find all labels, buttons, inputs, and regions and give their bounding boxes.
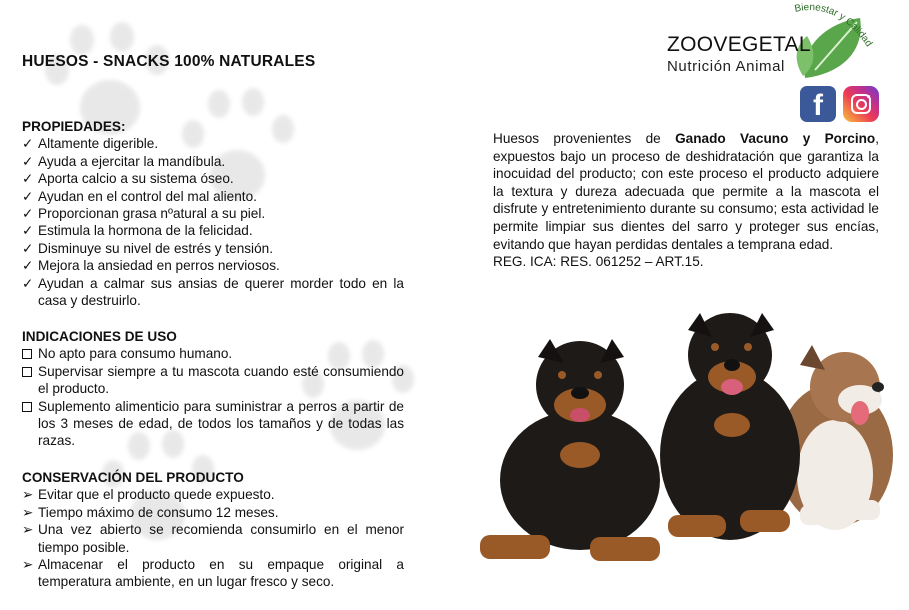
brand-subtitle: Nutrición Animal xyxy=(667,58,785,75)
usage-heading: INDICACIONES DE USO xyxy=(22,329,177,344)
check-icon: ✓ xyxy=(22,136,34,152)
highlight-text: Ganado Vacuno y Porcino xyxy=(675,131,876,146)
check-icon: ✓ xyxy=(22,171,34,187)
arrow-bullet-icon: ➢ xyxy=(22,522,34,538)
list-item: ➢ Una vez abierto se recomienda consumirlo en el menor tiempo posible. xyxy=(22,522,404,555)
product-description: Huesos provenientes de Ganado Vacuno y Porcino, expuestos bajo un proceso de deshidratación que garantiza la inocuidad del producto; con este proceso el producto adquiere la textura y dureza adecuada que permite a la mascota el disfrute y entretenimiento durante su consumo; esta actividad le permite limpiar sus dientes del sarro y proteger sus encías, evitando que hayan perdidas dentales a temprana edad. REG. ICA: RES. 061252 – ART.15. xyxy=(493,131,879,270)
list-item: ➢ Almacenar el producto en su empaque original a temperatura ambiente, en un lugar fresco y seco. xyxy=(22,557,404,590)
checkbox-icon xyxy=(22,363,36,381)
brand-name: ZOOVEGETAL xyxy=(667,33,811,56)
svg-text:Bienestar y Calidad: Bienestar y Calidad xyxy=(793,2,875,49)
list-item: ✓ Disminuye su nivel de estrés y tensión. xyxy=(22,240,273,256)
page-title: HUESOS - SNACKS 100% NATURALES xyxy=(22,53,316,70)
usage-section xyxy=(22,328,404,450)
properties-heading: PROPIEDADES: xyxy=(22,119,126,134)
list-item: ✓ Aporta calcio a su sistema óseo. xyxy=(22,171,234,187)
properties-section xyxy=(22,118,404,309)
check-icon: ✓ xyxy=(22,275,34,291)
check-icon: ✓ xyxy=(22,240,34,256)
arrow-bullet-icon: ➢ xyxy=(22,487,34,503)
storage-heading: CONSERVACIÓN DEL PRODUCTO xyxy=(22,470,244,485)
list-item: ➢ Tiempo máximo de consumo 12 meses. xyxy=(22,504,279,520)
facebook-icon[interactable]: f xyxy=(800,86,836,122)
arrow-bullet-icon: ➢ xyxy=(22,504,34,520)
list-item: ✓ Mejora la ansiedad en perros nerviosos. xyxy=(22,258,280,274)
list-item: ✓ Altamente digerible. xyxy=(22,136,159,152)
list-item: ➢ Evitar que el producto quede expuesto. xyxy=(22,487,275,503)
instagram-icon[interactable] xyxy=(843,86,879,122)
check-icon: ✓ xyxy=(22,153,34,169)
check-icon: ✓ xyxy=(22,206,34,222)
checkbox-icon xyxy=(22,345,36,363)
registration-text: REG. ICA: RES. 061252 – ART.15. xyxy=(493,254,704,270)
list-item: ✓ Ayudan en el control del mal aliento. xyxy=(22,188,257,204)
storage-section xyxy=(22,469,404,591)
brand-tagline xyxy=(785,2,885,74)
check-icon: ✓ xyxy=(22,258,34,274)
list-item: ✓ Estimula la hormona de la felicidad. xyxy=(22,223,253,239)
list-item: Suplemento alimenticio para suministrar a perros a partir de los 3 meses de edad, de todos los tamaños y de todas las razas. xyxy=(22,398,404,450)
dogs-photo xyxy=(440,295,900,585)
list-item: ✓ Ayudan a calmar sus ansias de querer morder todo en la casa y destruirlo. xyxy=(22,275,404,309)
brand-logo xyxy=(665,2,885,78)
list-item: ✓ Proporcionan grasa nºatural a su piel. xyxy=(22,206,266,222)
arrow-bullet-icon: ➢ xyxy=(22,557,34,573)
check-icon: ✓ xyxy=(22,223,34,239)
list-item: No apto para consumo humano. xyxy=(22,345,404,362)
list-item: Supervisar siempre a tu mascota cuando esté consumiendo el producto. xyxy=(22,363,404,398)
check-icon: ✓ xyxy=(22,188,34,204)
list-item: ✓ Ayuda a ejercitar la mandíbula. xyxy=(22,153,226,169)
checkbox-icon xyxy=(22,398,36,416)
